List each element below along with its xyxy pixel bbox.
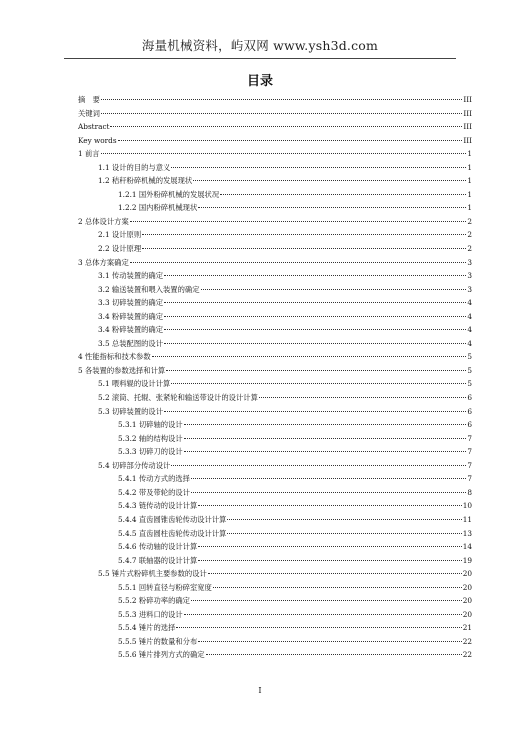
toc-entry[interactable]: [78, 242, 472, 256]
toc-entry-label: 摘 要: [78, 95, 100, 104]
toc-entry[interactable]: [78, 513, 472, 527]
toc-entry-label: 1.2.1 国外粉碎机械的发展状况: [118, 189, 220, 199]
toc-entry-label: 5.1 喂料辊的设计计算: [98, 379, 171, 389]
toc-dot-leader: [184, 614, 462, 615]
toc-entry-page: 2: [467, 230, 472, 240]
toc-entry-label: 5.4.5 直齿圆柱齿轮传动设计计算: [118, 528, 227, 538]
toc-entry-label: 5.5.5 锤片的数量和分布: [118, 636, 198, 646]
toc-dot-leader: [164, 343, 466, 344]
toc-entry-label: 3.5 总装配图的设计: [98, 338, 164, 348]
toc-entry-page: 2: [467, 244, 472, 254]
toc-entry-label: 1.1 设计的目的与意义: [98, 162, 171, 172]
toc-entry-page: 14: [462, 542, 472, 552]
toc-entry[interactable]: [78, 567, 472, 581]
toc-entry-label: 2 总体设计方案: [78, 216, 129, 226]
toc-entry-page: 3: [467, 284, 472, 294]
toc-entry-page: 3: [467, 271, 472, 281]
toc-entry-label: 5.4.2 带及带轮的设计: [118, 487, 190, 497]
toc-dot-leader: [227, 533, 461, 534]
toc-entry-page: 20: [462, 596, 472, 606]
toc-entry[interactable]: [78, 581, 472, 595]
toc-dot-leader: [184, 451, 467, 452]
toc-entry-label: 5.5.1 回转直径与粉碎室宽度: [118, 582, 212, 592]
toc-entry-page: 22: [462, 650, 472, 660]
toc-entry-label: 3.4 粉碎装置的确定: [98, 311, 164, 321]
toc-dot-leader: [130, 221, 467, 222]
toc-dot-leader: [206, 654, 462, 655]
toc-entry-page: 5: [467, 352, 472, 362]
toc-entry-page: 3: [467, 257, 472, 267]
toc-entry-label: 3.3 切碎装置的确定: [98, 298, 164, 308]
toc-entry-page: III: [463, 135, 472, 145]
toc-entry[interactable]: [78, 391, 472, 405]
toc-entry[interactable]: [78, 418, 472, 432]
toc-dot-leader: [191, 600, 462, 601]
toc-entry-page: 20: [462, 609, 472, 619]
toc-dot-leader: [227, 519, 461, 520]
toc-entry[interactable]: [78, 486, 472, 500]
toc-entry-label: 5.5.6 锤片排列方式的确定: [118, 650, 205, 660]
toc-entry-page: 1: [467, 176, 472, 186]
toc-dot-leader: [110, 126, 462, 127]
toc-entry[interactable]: [78, 405, 472, 419]
toc-entry[interactable]: [78, 107, 472, 121]
toc-dot-leader: [101, 99, 462, 100]
toc-entry[interactable]: [78, 134, 472, 148]
toc-entry-label: 5.3.2 轴的结构设计: [118, 433, 183, 443]
toc-entry[interactable]: [78, 269, 472, 283]
toc-entry-page: 4: [467, 338, 472, 348]
toc-entry-page: 5: [467, 365, 472, 375]
toc-entry-page: 5: [467, 379, 472, 389]
toc-dot-leader: [101, 153, 467, 154]
toc-entry-label: 5.3 切碎装置的设计: [98, 406, 164, 416]
toc-entry[interactable]: [78, 527, 472, 541]
toc-entry[interactable]: [78, 310, 472, 324]
toc-entry-page: 6: [467, 420, 472, 430]
toc-entry-page: 1: [467, 162, 472, 172]
toc-dot-leader: [191, 492, 466, 493]
toc-entry-page: 2: [467, 216, 472, 226]
toc-entry-page: 10: [462, 501, 472, 511]
toc-dot-leader: [152, 356, 467, 357]
toc-entry-label: 1 前言: [78, 149, 100, 159]
toc-dot-leader: [201, 289, 467, 290]
toc-entry[interactable]: [78, 120, 472, 134]
toc-entry-page: III: [463, 95, 472, 104]
toc-entry-label: 5.3.3 切碎刀的设计: [118, 447, 183, 457]
toc-entry[interactable]: [78, 635, 472, 649]
toc-entry[interactable]: [78, 472, 472, 486]
toc-dot-leader: [101, 113, 462, 114]
toc-entry-label: 5.3.1 切碎轴的设计: [118, 420, 183, 430]
toc-dot-leader: [198, 641, 461, 642]
toc-entry-page: 7: [467, 460, 472, 470]
toc-entry[interactable]: [78, 201, 472, 215]
toc-entry-page: 7: [467, 474, 472, 484]
toc-dot-leader: [184, 438, 467, 439]
toc-entry-label: 5.5.2 粉碎功率的确定: [118, 596, 190, 606]
toc-entry-label: 5 各装置的参数选择和计算: [78, 365, 166, 375]
toc-entry-label: 3 总体方案确定: [78, 257, 129, 267]
toc-entry[interactable]: [78, 188, 472, 202]
toc-entry[interactable]: [78, 174, 472, 188]
toc-dot-leader: [208, 573, 462, 574]
toc-entry-page: 4: [467, 298, 472, 308]
toc-dot-leader: [193, 180, 466, 181]
toc-dot-leader: [198, 207, 466, 208]
toc-dot-leader: [184, 424, 467, 425]
toc-entry-label: Key words: [78, 135, 117, 145]
toc-entry-label: 2.1 设计原则: [98, 230, 142, 240]
toc-entry[interactable]: [78, 445, 472, 459]
toc-entry[interactable]: [78, 377, 472, 391]
toc-entry[interactable]: [78, 554, 472, 568]
site-header: 海量机械资料，屿双网 www.ysh3d.com: [141, 38, 379, 53]
toc-entry-page: 4: [467, 311, 472, 321]
toc-entry[interactable]: [78, 93, 472, 107]
toc-entry-label: 3.2 输送装置和喂入装置的确定: [98, 284, 200, 294]
toc-entry[interactable]: [78, 648, 472, 662]
toc-dot-leader: [220, 194, 466, 195]
toc-dot-leader: [166, 370, 466, 371]
toc-entry-label: 5.2 滚筒、托辊、张紧轮和输送带设计的设计计算: [98, 393, 258, 403]
toc-entry-page: 4: [467, 325, 472, 335]
toc-dot-leader: [171, 167, 466, 168]
toc-entry-label: 5.4.7 联轴器的设计计算: [118, 555, 198, 565]
toc-dot-leader: [142, 248, 466, 249]
toc-entry-label: 3.1 传动装置的确定: [98, 271, 164, 281]
toc-entry-label: 关键词: [78, 108, 100, 118]
toc-entry-label: 5.5.3 进料口的设计: [118, 609, 183, 619]
toc-dot-leader: [164, 316, 466, 317]
toc-entry-label: 1.2.2 国内粉碎机械现状: [118, 203, 198, 213]
toc-dot-leader: [171, 383, 466, 384]
toc-entry-label: 3.4 粉碎装置的确定: [98, 325, 164, 335]
toc-entry-label: 5.5.4 锤片的选择: [118, 623, 176, 633]
toc-entry[interactable]: [78, 364, 472, 378]
toc-entry[interactable]: [78, 215, 472, 229]
toc-dot-leader: [198, 560, 461, 561]
toc-entry-label: 5.4 切碎部分传动设计: [98, 460, 171, 470]
toc-entry-label: Abstract: [78, 122, 110, 132]
toc-entry[interactable]: [78, 432, 472, 446]
toc-entry-page: 13: [462, 528, 472, 538]
toc-entry-label: 5.4.1 传动方式的选择: [118, 474, 190, 484]
toc-entry-label: 1.2 秸秆粉碎机械的发展现状: [98, 176, 193, 186]
toc-entry-page: 21: [462, 623, 472, 633]
toc-dot-leader: [259, 397, 466, 398]
page-title: 目录: [246, 74, 273, 89]
toc-entry[interactable]: [78, 256, 472, 270]
toc-entry[interactable]: [78, 228, 472, 242]
table-of-contents: [78, 93, 472, 662]
toc-entry[interactable]: [78, 323, 472, 337]
toc-entry[interactable]: [78, 337, 472, 351]
toc-entry-page: 1: [467, 189, 472, 199]
toc-entry-page: 22: [462, 636, 472, 646]
toc-entry[interactable]: [78, 459, 472, 473]
toc-dot-leader: [118, 140, 463, 141]
toc-entry-page: 7: [467, 433, 472, 443]
toc-dot-leader: [171, 465, 466, 466]
toc-entry-page: 7: [467, 447, 472, 457]
toc-entry[interactable]: [78, 296, 472, 310]
toc-entry-label: 2.2 设计原理: [98, 244, 142, 254]
toc-entry-page: 6: [467, 406, 472, 416]
toc-dot-leader: [164, 275, 466, 276]
toc-dot-leader: [164, 329, 466, 330]
toc-entry-page: 20: [462, 569, 472, 579]
toc-entry-page: 19: [462, 555, 472, 565]
toc-entry[interactable]: [78, 621, 472, 635]
header-rule: [64, 58, 456, 59]
toc-entry[interactable]: [78, 350, 472, 364]
toc-entry[interactable]: [78, 283, 472, 297]
toc-entry-page: 11: [462, 514, 472, 524]
toc-dot-leader: [213, 587, 462, 588]
toc-entry[interactable]: [78, 499, 472, 513]
toc-dot-leader: [198, 546, 461, 547]
toc-dot-leader: [198, 505, 461, 506]
toc-entry[interactable]: [78, 147, 472, 161]
toc-entry-page: 1: [467, 149, 472, 159]
toc-entry-page: 20: [462, 582, 472, 592]
toc-entry[interactable]: [78, 161, 472, 175]
toc-entry-page: 6: [467, 393, 472, 403]
toc-dot-leader: [164, 302, 466, 303]
toc-entry-page: 1: [467, 203, 472, 213]
toc-dot-leader: [142, 234, 466, 235]
toc-entry[interactable]: [78, 594, 472, 608]
page-number: I: [258, 686, 262, 695]
toc-entry-page: III: [463, 122, 472, 132]
toc-entry-label: 5.4.3 链传动的设计计算: [118, 501, 198, 511]
toc-entry-page: 8: [467, 487, 472, 497]
toc-entry[interactable]: [78, 608, 472, 622]
toc-entry-label: 5.5 锤片式粉碎机主要参数的设计: [98, 569, 207, 579]
toc-dot-leader: [176, 627, 461, 628]
toc-entry[interactable]: [78, 540, 472, 554]
toc-dot-leader: [191, 478, 466, 479]
toc-entry-label: 5.4.4 直齿圆锥齿轮传动设计计算: [118, 514, 227, 524]
toc-entry-page: III: [463, 108, 472, 118]
toc-dot-leader: [130, 262, 467, 263]
toc-entry-label: 5.4.6 传动轴的设计计算: [118, 542, 198, 552]
toc-entry-label: 4 性能指标和技术参数: [78, 352, 151, 362]
toc-dot-leader: [164, 411, 466, 412]
